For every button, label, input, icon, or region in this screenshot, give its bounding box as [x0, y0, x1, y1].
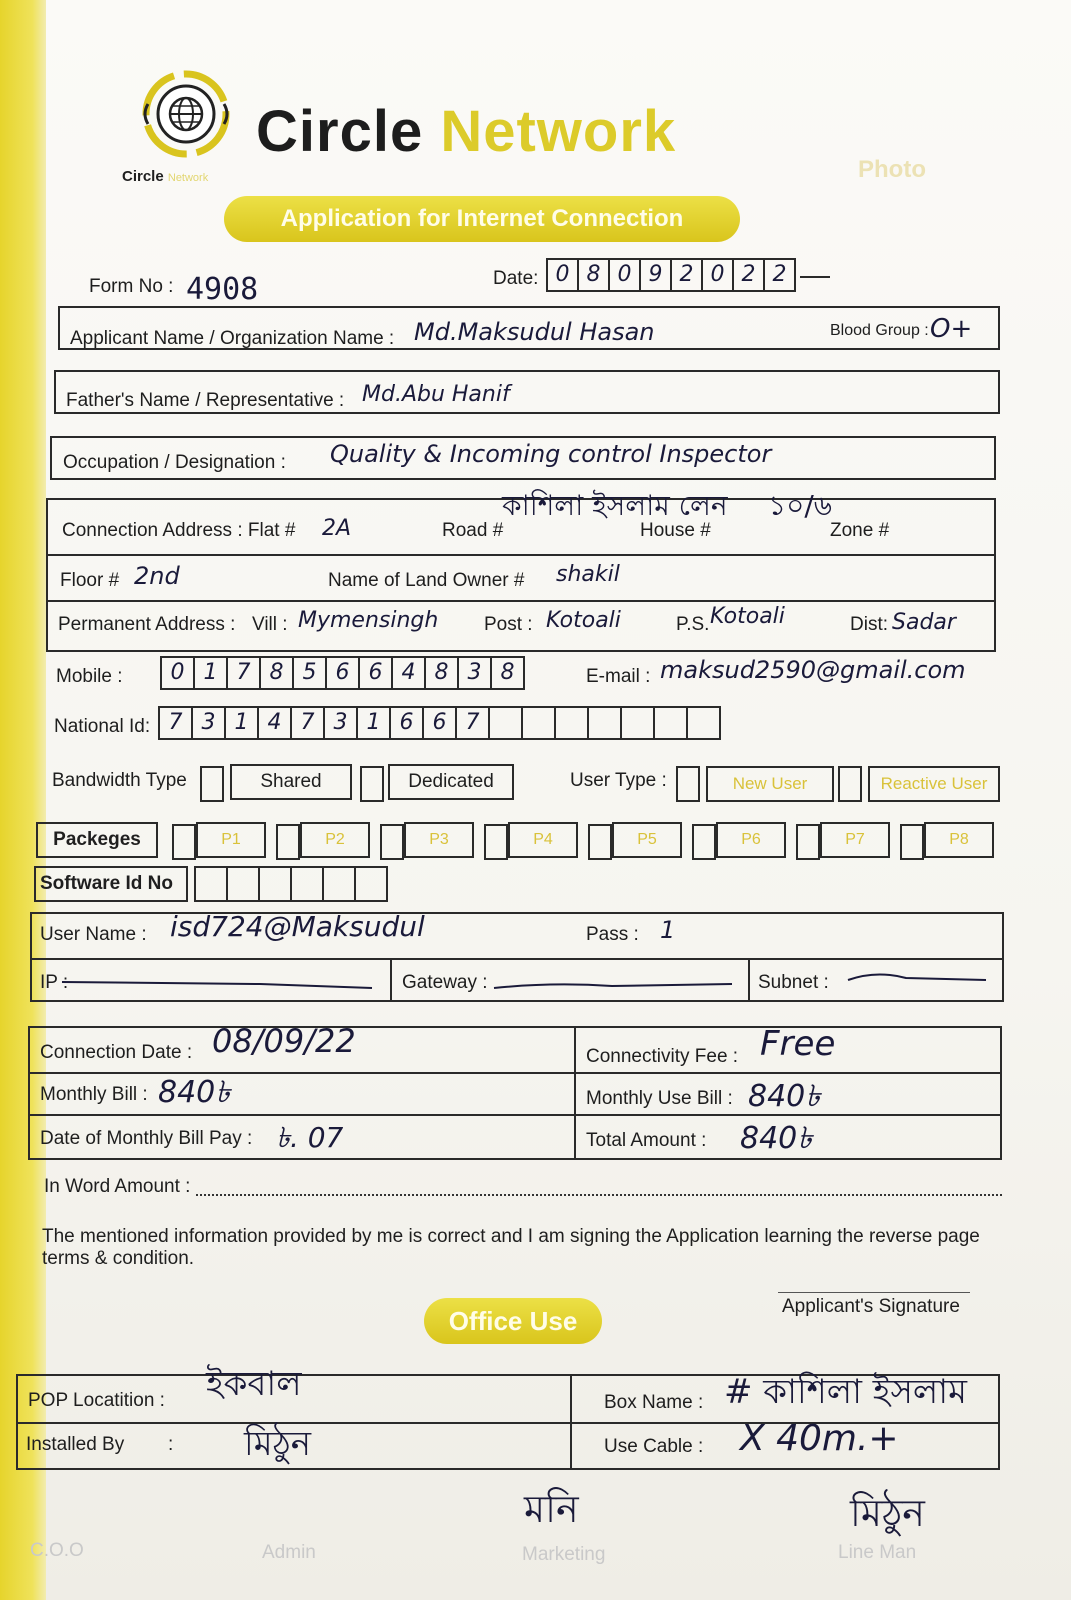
dist-label: Dist: [850, 614, 888, 635]
bandwidth-type-label: Bandwidth Type [52, 770, 187, 791]
monthly-bill-label: Monthly Bill : [40, 1084, 148, 1105]
digit-box[interactable]: 9 [639, 258, 672, 292]
footer-marketing-label: Marketing [522, 1544, 606, 1565]
connection-date-value[interactable]: 08/09/22 [212, 1022, 356, 1060]
package-checkbox[interactable] [900, 824, 924, 860]
shared-checkbox[interactable] [200, 766, 224, 802]
applicant-name-label: Applicant Name / Organization Name : [70, 328, 395, 349]
software-id-box[interactable] [322, 866, 356, 902]
office-use-pill: Office Use [424, 1298, 602, 1344]
digit-box[interactable]: 5 [292, 656, 327, 690]
digit-box[interactable]: 6 [325, 656, 360, 690]
total-amount-value[interactable]: 840৳ [740, 1121, 813, 1156]
digit-box[interactable]: 0 [701, 258, 734, 292]
mobile-digit-boxes[interactable] [160, 656, 523, 690]
road-label: Road # [442, 520, 504, 541]
username-value[interactable]: isd724@Maksudul [170, 910, 425, 943]
permanent-address-label: Permanent Address : [58, 614, 236, 635]
form-no-value: 4908 [186, 272, 259, 307]
land-owner-value[interactable]: shakil [556, 562, 620, 587]
gateway-label: Gateway : [402, 972, 488, 993]
logo-caption: Circle Network [122, 168, 209, 185]
gateway-dash-stroke [492, 978, 742, 992]
dedicated-checkbox[interactable] [360, 766, 384, 802]
package-checkbox[interactable] [588, 824, 612, 860]
digit-box[interactable] [620, 706, 655, 740]
digit-box[interactable]: 8 [259, 656, 294, 690]
blood-group-label: Blood Group : [830, 322, 929, 339]
house-label: House # [640, 520, 711, 541]
address-divider-2 [46, 600, 996, 602]
digit-box[interactable]: 6 [422, 706, 457, 740]
digit-box[interactable]: 0 [608, 258, 641, 292]
floor-label: Floor # [60, 570, 120, 591]
new-user-option[interactable]: New User [706, 766, 834, 802]
photo-placeholder-label: Photo [858, 156, 926, 183]
dist-value[interactable]: Sadar [892, 610, 956, 635]
package-option[interactable]: P6 [716, 822, 786, 858]
date-digit-boxes[interactable] [546, 258, 794, 292]
digit-box[interactable]: 0 [160, 656, 195, 690]
bill-pay-date-value[interactable]: ৳. 07 [276, 1121, 344, 1154]
connectivity-fee-value[interactable]: Free [760, 1024, 836, 1064]
pop-location-value[interactable]: ইকবাল [206, 1364, 302, 1404]
package-option[interactable]: P3 [404, 822, 474, 858]
digit-box[interactable]: 7 [455, 706, 490, 740]
national-id-label: National Id: [54, 716, 151, 737]
bill-pay-date-label: Date of Monthly Bill Pay : [40, 1128, 253, 1149]
zone-label: Zone # [830, 520, 890, 541]
vill-label: Vill : [252, 614, 288, 635]
digit-box[interactable]: 6 [389, 706, 424, 740]
bengali-road-note[interactable]: কাশিলা ইসলাম লেন [502, 489, 728, 522]
package-checkbox[interactable] [484, 824, 508, 860]
use-cable-label: Use Cable : [604, 1436, 704, 1457]
digit-box[interactable]: 4 [391, 656, 426, 690]
digit-box[interactable]: 2 [670, 258, 703, 292]
digit-box[interactable] [653, 706, 688, 740]
date-underline [800, 276, 830, 278]
package-option[interactable]: P8 [924, 822, 994, 858]
username-label: User Name : [40, 924, 147, 945]
connection-address-label: Connection Address : Flat # [62, 520, 296, 541]
post-value[interactable]: Kotoali [546, 608, 621, 633]
brand-title: Circle Network [256, 99, 677, 164]
occupation-label: Occupation / Designation : [63, 452, 286, 473]
digit-box[interactable]: 7 [158, 706, 193, 740]
software-id-box[interactable] [226, 866, 260, 902]
digit-box[interactable]: 3 [191, 706, 226, 740]
package-option[interactable]: P1 [196, 822, 266, 858]
pass-value[interactable]: 1 [660, 916, 676, 944]
national-id-digit-boxes[interactable] [158, 706, 719, 740]
subnet-label: Subnet : [758, 972, 829, 993]
footer-coo-label: C.O.O [30, 1540, 84, 1561]
package-checkbox[interactable] [172, 824, 196, 860]
packages-label: Packeges [36, 822, 158, 858]
office-column-divider [570, 1374, 572, 1470]
ps-label: P.S. [676, 614, 710, 635]
software-id-box[interactable] [290, 866, 324, 902]
yellow-edge-strip [0, 0, 46, 1600]
software-id-box[interactable] [194, 866, 228, 902]
digit-box[interactable]: 6 [358, 656, 393, 690]
reactive-user-option[interactable]: Reactive User [868, 766, 1000, 802]
applicant-name-value[interactable]: Md.Maksudul Hasan [414, 318, 655, 346]
occupation-value[interactable]: Quality & Incoming control Inspector [330, 440, 772, 468]
in-word-amount-line[interactable] [196, 1194, 1002, 1196]
software-id-label: Software Id No [34, 866, 188, 902]
new-user-checkbox[interactable] [676, 766, 700, 802]
digit-box[interactable]: 7 [226, 656, 261, 690]
digit-box[interactable]: 0 [546, 258, 579, 292]
software-id-box[interactable] [258, 866, 292, 902]
in-word-amount-label: In Word Amount : [44, 1176, 191, 1197]
circle-network-logo-icon [136, 68, 236, 160]
digit-box[interactable]: 1 [193, 656, 228, 690]
digit-box[interactable]: 7 [290, 706, 325, 740]
total-amount-label: Total Amount : [586, 1130, 707, 1151]
installed-by-colon: : [168, 1434, 174, 1455]
blood-group-value[interactable]: O+ [930, 314, 973, 344]
vill-value[interactable]: Mymensingh [298, 608, 439, 633]
mobile-label: Mobile : [56, 666, 123, 687]
form-title-pill: Application for Internet Connection [224, 196, 740, 242]
software-id-boxes[interactable] [194, 866, 386, 902]
digit-box[interactable] [488, 706, 523, 740]
form-no-label: Form No : [89, 276, 174, 297]
digit-box[interactable]: 4 [257, 706, 292, 740]
digit-box[interactable]: 8 [490, 656, 525, 690]
shared-option[interactable]: Shared [230, 764, 352, 800]
package-checkbox[interactable] [380, 824, 404, 860]
gateway-subnet-divider [748, 958, 750, 1002]
connectivity-fee-label: Connectivity Fee : [586, 1046, 739, 1067]
credentials-divider [30, 958, 1004, 960]
digit-box[interactable]: 1 [356, 706, 391, 740]
digit-box[interactable]: 1 [224, 706, 259, 740]
billing-column-divider [574, 1026, 576, 1160]
monthly-use-bill-label: Monthly Use Bill : [586, 1088, 733, 1109]
digit-box[interactable]: 3 [457, 656, 492, 690]
package-checkbox[interactable] [796, 824, 820, 860]
father-name-value[interactable]: Md.Abu Hanif [362, 382, 510, 407]
user-type-label: User Type : [570, 770, 667, 791]
package-option[interactable]: P5 [612, 822, 682, 858]
digit-box[interactable]: 8 [424, 656, 459, 690]
post-label: Post : [484, 614, 533, 635]
subnet-dash-stroke [846, 970, 996, 986]
footer-admin-label: Admin [262, 1542, 316, 1563]
package-option[interactable]: P7 [820, 822, 890, 858]
marketing-signature: মনি [524, 1487, 579, 1531]
connection-date-label: Connection Date : [40, 1042, 193, 1063]
email-value[interactable]: maksud2590@gmail.com [660, 656, 966, 684]
pop-location-label: POP Locatition : [28, 1390, 165, 1411]
ip-dash-stroke [60, 976, 380, 990]
box-name-label: Box Name : [604, 1392, 704, 1413]
signature-line [778, 1292, 970, 1293]
line-man-signature: মিঠুন [850, 1491, 925, 1535]
digit-box[interactable]: 8 [577, 258, 610, 292]
pass-label: Pass : [586, 924, 639, 945]
land-owner-label: Name of Land Owner # [328, 570, 525, 591]
house-number-value[interactable]: ১০/৬ [768, 489, 833, 522]
digit-box[interactable]: 3 [323, 706, 358, 740]
flat-value[interactable]: 2A [322, 516, 352, 541]
digit-box[interactable] [587, 706, 622, 740]
monthly-bill-value[interactable]: 840৳ [158, 1075, 231, 1110]
box-name-value[interactable]: # কাশিলা ইসলাম [724, 1372, 968, 1412]
email-label: E-mail : [586, 666, 651, 687]
ip-label: IP : [40, 972, 69, 993]
package-option[interactable]: P4 [508, 822, 578, 858]
dedicated-option[interactable]: Dedicated [388, 764, 514, 800]
declaration-text: The mentioned information provided by me is correct and I am signing the Application learning the reverse page terms & condition. [42, 1226, 980, 1269]
digit-box[interactable]: 2 [732, 258, 765, 292]
package-checkbox[interactable] [692, 824, 716, 860]
installed-by-label: Installed By [26, 1434, 125, 1455]
father-name-label: Father's Name / Representative : [66, 390, 345, 411]
applicant-signature-label: Applicant's Signature [782, 1296, 960, 1317]
use-cable-value[interactable]: X 40m.+ [740, 1418, 899, 1459]
digit-box[interactable] [521, 706, 556, 740]
monthly-use-bill-value[interactable]: 840৳ [748, 1079, 821, 1114]
software-id-box[interactable] [354, 866, 388, 902]
date-label: Date: [493, 268, 539, 289]
ps-value[interactable]: Kotoali [710, 604, 785, 629]
address-divider-1 [46, 554, 996, 556]
digit-box[interactable]: 2 [763, 258, 796, 292]
package-option[interactable]: P2 [300, 822, 370, 858]
installed-by-value[interactable]: মিঠুন [244, 1424, 312, 1464]
digit-box[interactable] [686, 706, 721, 740]
ip-gateway-divider [390, 958, 392, 1002]
package-checkbox[interactable] [276, 824, 300, 860]
floor-value[interactable]: 2nd [134, 562, 180, 590]
reactive-user-checkbox[interactable] [838, 766, 862, 802]
footer-line-man-label: Line Man [838, 1542, 917, 1563]
packages-row [172, 822, 1004, 860]
digit-box[interactable] [554, 706, 589, 740]
